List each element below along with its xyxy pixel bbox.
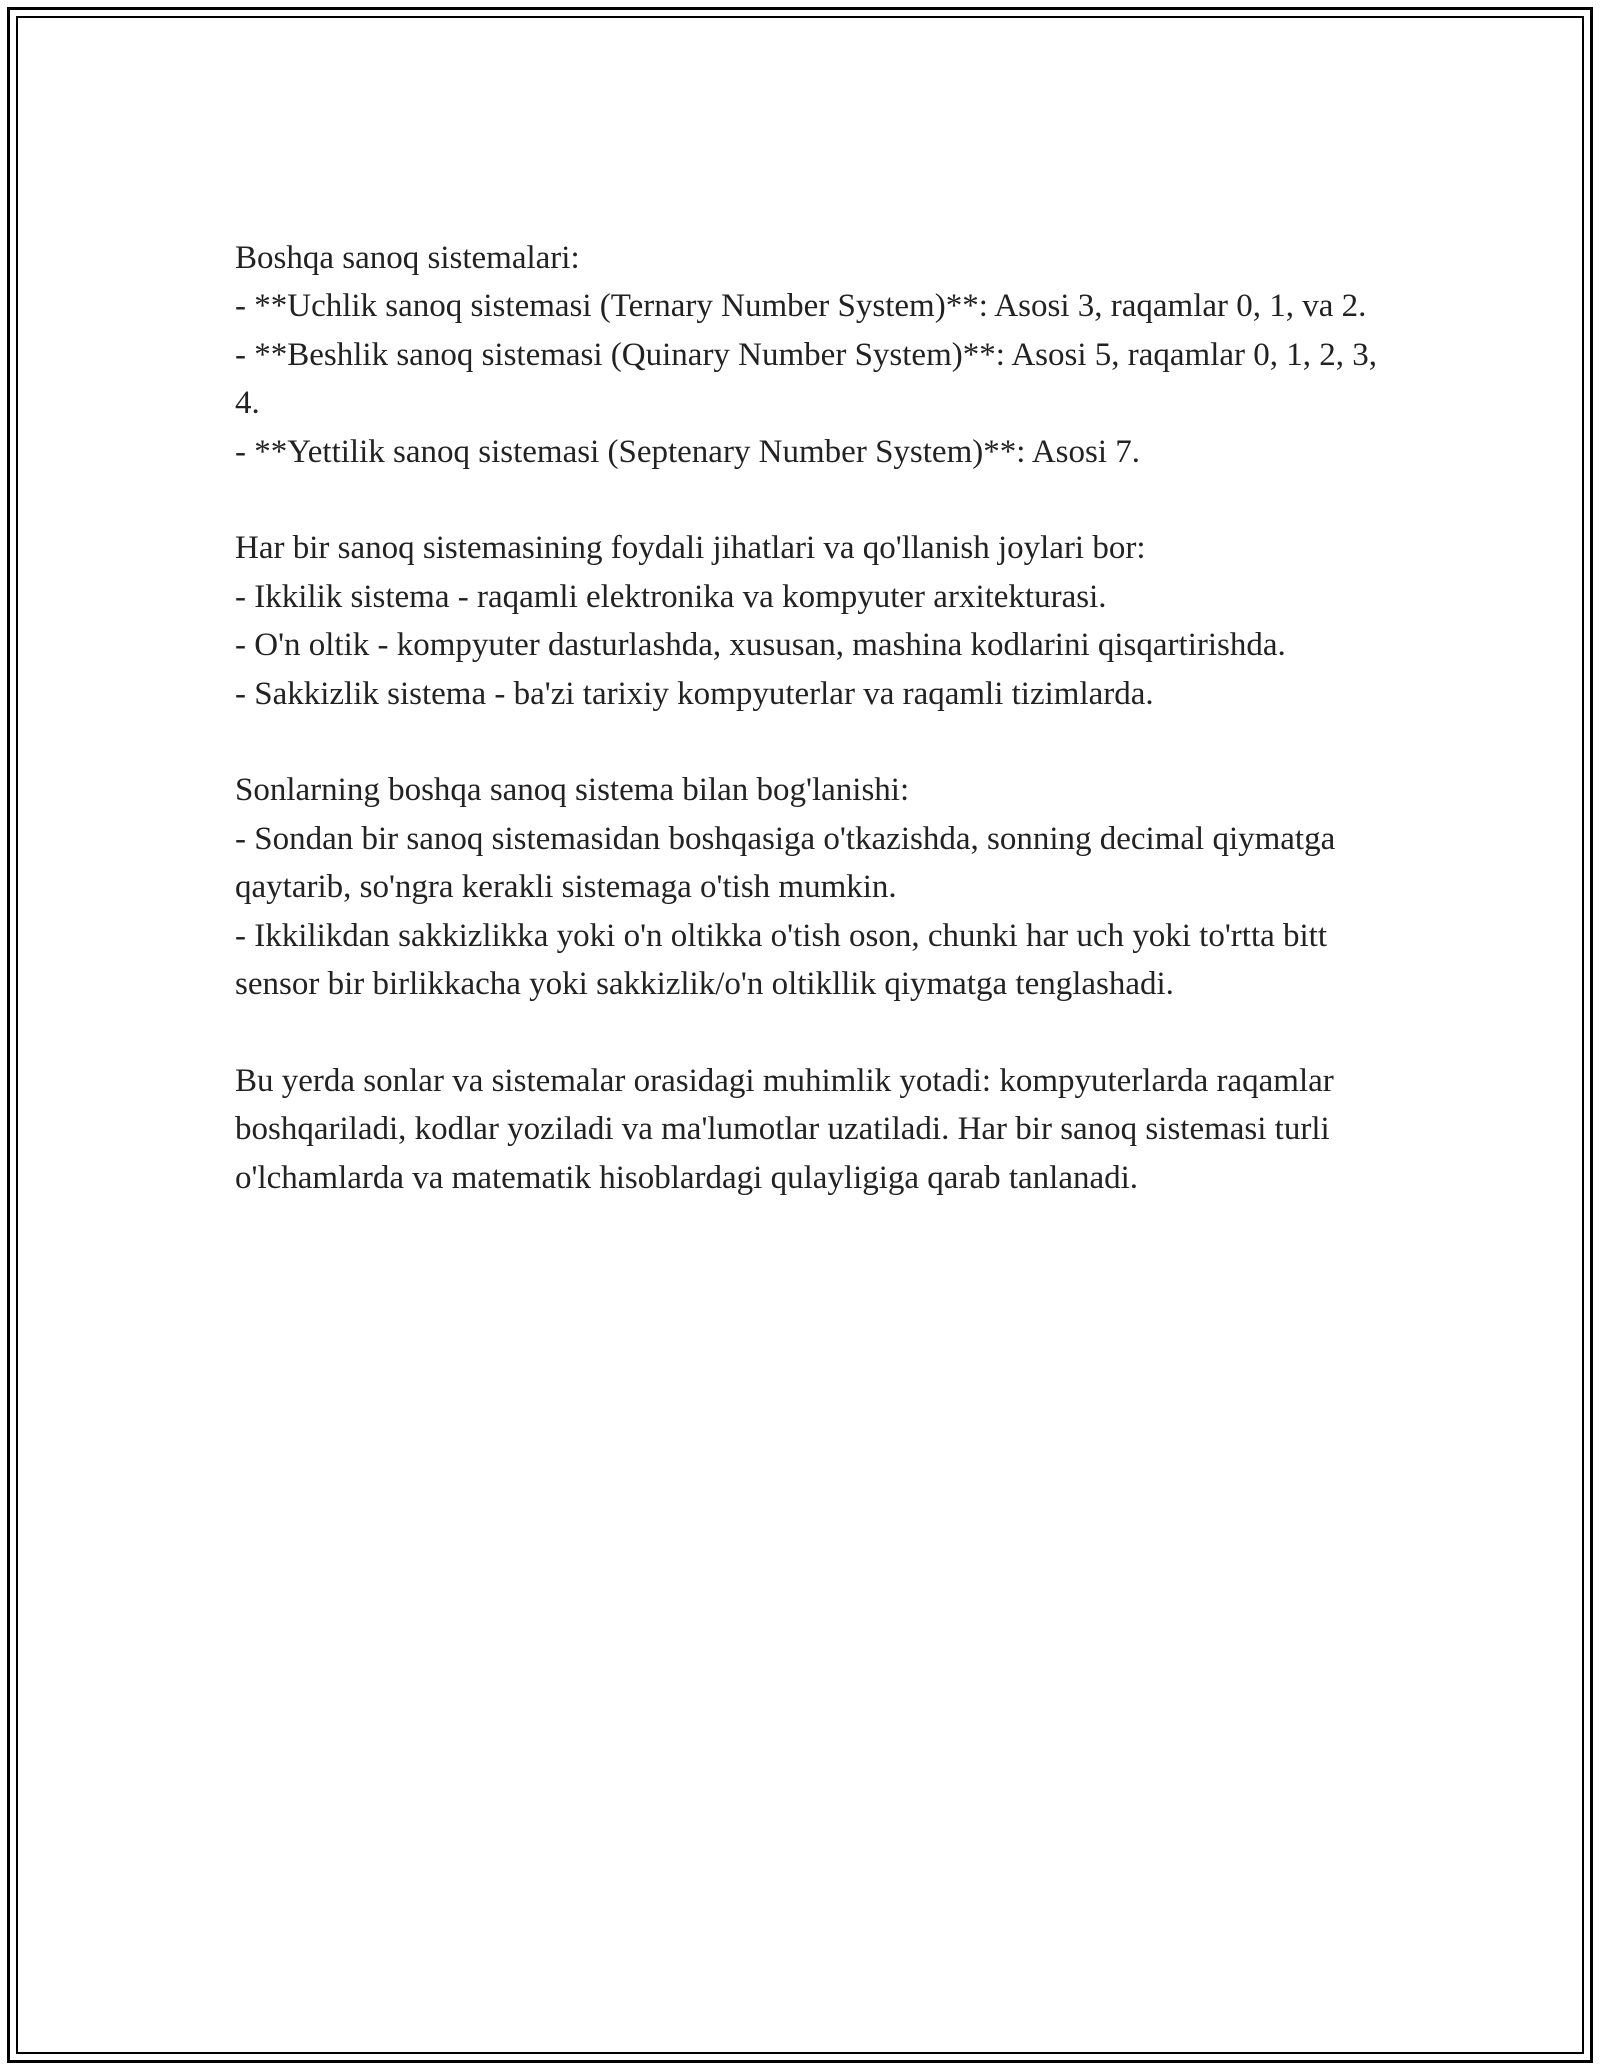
paragraph-uses (235, 524, 1385, 718)
paragraph-conversion (235, 766, 1385, 1008)
conclusion-text: Bu yerda sonlar va sistemalar orasidagi muhimlik yotadi: kompyuterlarda raqamlar boshqariladi, kodlar yoziladi va ma'lumotlar uzatiladi. Har bir sanoq sistemasi turli o'lchamlarda va matematik hisoblardagi qulayligiga qarab tanlanadi. (235, 1062, 1343, 1196)
list-item-octal: - Sakkizlik sistema - ba'zi tarixiy kompyuterlar va raqamli tizimlarda. (235, 675, 1154, 712)
list-item-quinary: - **Beshlik sanoq sistemasi (Quinary Number System)**: Asosi 5, raqamlar 0, 1, 2, 3, 4. (235, 336, 1386, 422)
list-item-binary: - Ikkilik sistema - raqamli elektronika va kompyuter arxitekturasi. (235, 578, 1107, 615)
paragraph-other-number-systems (235, 234, 1385, 476)
heading-line: Boshqa sanoq sistemalari: (235, 240, 580, 276)
paragraph-conclusion (235, 1057, 1385, 1202)
heading-line: Sonlarning boshqa sanoq sistema bilan bog'lanishi: (235, 772, 910, 809)
list-item-ternary: - **Uchlik sanoq sistemasi (Ternary Number System)**: Asosi 3, raqamlar 0, 1, va 2. (235, 288, 1367, 325)
list-item-septenary: - **Yettilik sanoq sistemasi (Septenary Number System)**: Asosi 7. (235, 433, 1141, 470)
heading-line: Har bir sanoq sistemasining foydali jihatlari va qo'llanish joylari bor: (235, 530, 1146, 567)
list-item-decimal-conversion: - Sondan bir sanoq sistemasidan boshqasiga o'tkazishda, sonning decimal qiymatga qaytarib, so'ngra kerakli sistemaga o'tish mumkin. (235, 820, 1344, 906)
list-item-binary-octal-hex: - Ikkilikdan sakkizlikka yoki o'n oltikka o'tish oson, chunki har uch yoki to'rtta bitt sensor bir birlikkacha yoki sakkizlik/o'n oltikllik qiymatga tenglashadi. (235, 917, 1336, 1003)
document-body (235, 234, 1385, 1202)
list-item-hexadecimal: - O'n oltik - kompyuter dasturlashda, xususan, mashina kodlarini qisqartirishda. (235, 627, 1286, 664)
